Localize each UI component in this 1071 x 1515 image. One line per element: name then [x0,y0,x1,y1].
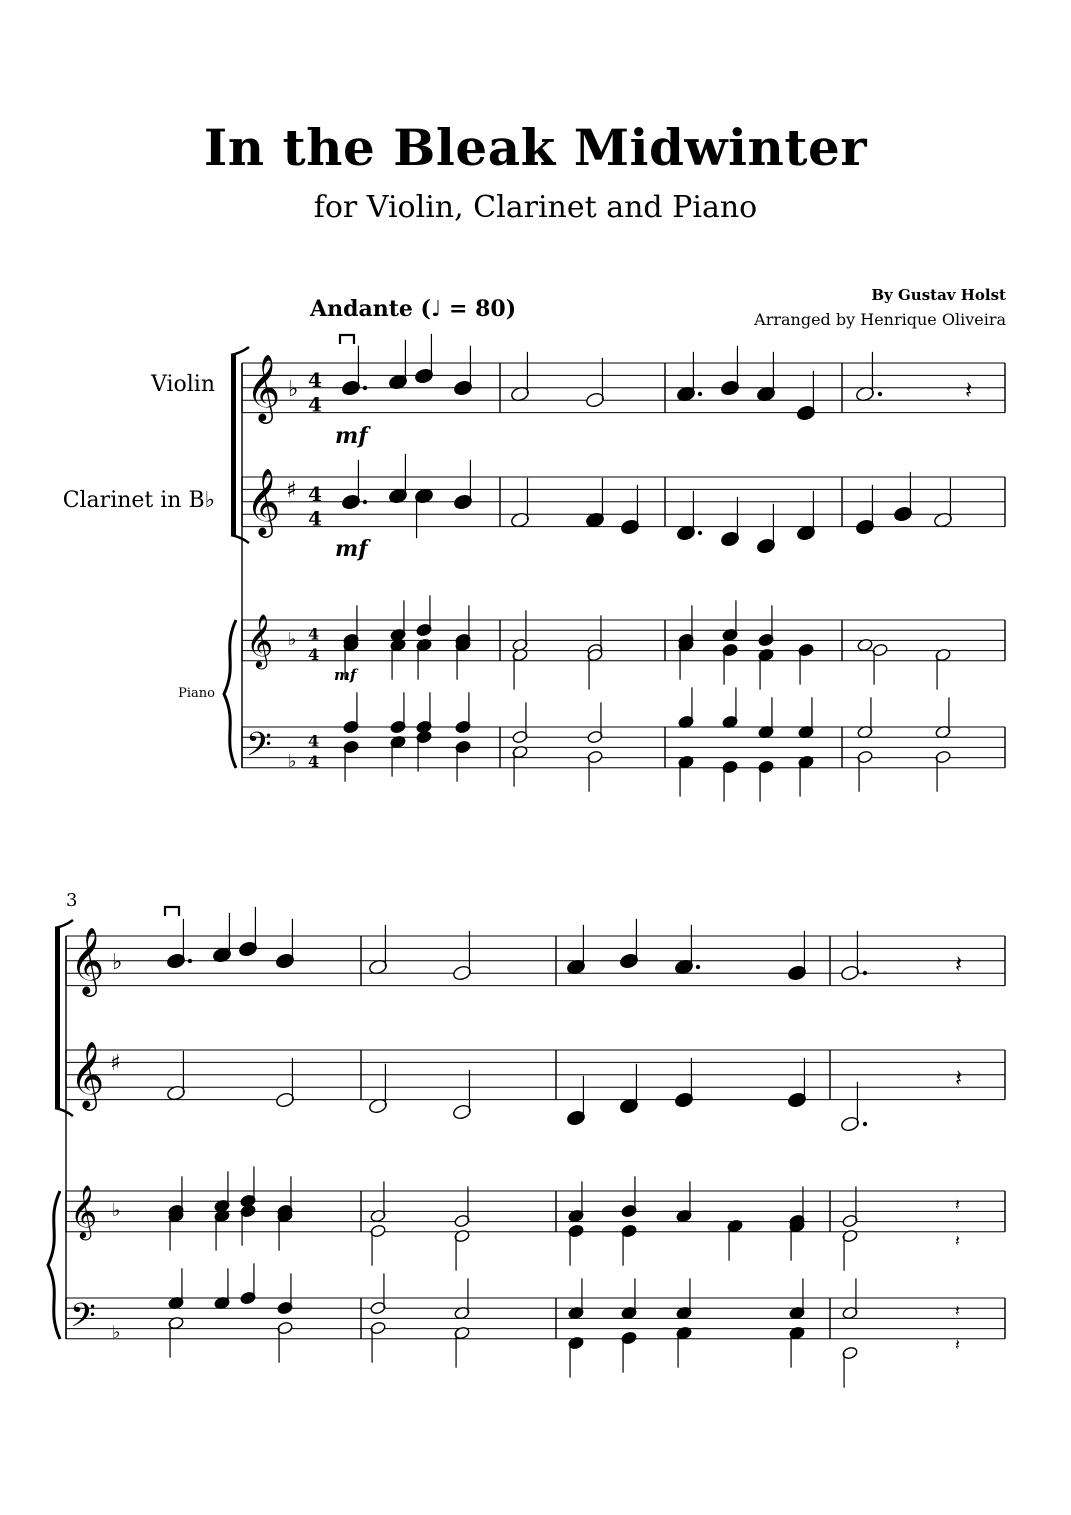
quarter-rest-icon: 𝄽 [955,1301,960,1320]
quarter-note-icon: ♩ [430,297,442,322]
time-signature-top: 4 [308,624,320,644]
augmentation-dot [878,392,882,396]
augmentation-dot [363,500,367,504]
treble-clef-icon: 𝄞 [246,353,281,421]
glyphs [48,335,354,1343]
tempo-value: = 80) [441,296,517,322]
system-bracket [55,928,60,1108]
time-signature-top: 4 [308,481,322,506]
sharp-icon: ♯ [286,478,297,503]
augmentation-dot [363,386,367,390]
measure-number: 3 [66,890,78,911]
page-subtitle: for Violin, Clarinet and Piano [313,190,758,225]
instrument-name-violin: Violin [150,372,215,397]
flat-icon: ♭ [112,950,123,975]
system-bracket [231,355,236,535]
time-signature-bottom: 4 [308,392,322,417]
flat-icon: ♭ [112,1200,121,1221]
bass-clef-icon: 𝄢 [70,1297,96,1343]
time-signature-bottom: 4 [308,751,320,771]
flat-icon: ♭ [288,751,297,772]
augmentation-dot [188,959,192,963]
treble-clef-icon: 𝄞 [70,1040,105,1108]
dynamic-mf-clarinet: mf [335,536,368,562]
piano-brace [224,620,236,768]
treble-clef-icon: 𝄞 [246,613,274,667]
flat-icon: ♭ [288,629,297,650]
bracket-hook [231,535,249,543]
treble-clef-icon: 𝄞 [70,926,105,994]
tempo-text: Andante ( [310,296,431,322]
piano-brace [48,1191,60,1339]
time-signature-top: 4 [308,731,320,751]
dynamic-mf-piano: mf [334,666,357,684]
down-bow-icon [340,335,354,344]
page-title: In the Bleak Midwinter [203,118,868,177]
down-bow-icon [165,907,179,916]
composer-credit: By Gustav Holst [871,286,1006,304]
treble-clef-icon: 𝄞 [70,1184,98,1238]
time-signature-bottom: 4 [308,644,320,664]
treble-clef-icon: 𝄞 [246,467,281,535]
augmentation-dot [696,965,700,969]
quarter-rest-icon: 𝄽 [955,1231,960,1250]
quarter-rest-icon: 𝄽 [955,1195,960,1214]
time-signature-bottom: 4 [308,506,322,531]
sharp-icon: ♯ [110,1051,121,1076]
instrument-name-clarinet: Clarinet in B♭ [62,488,215,513]
quarter-rest-icon: 𝄽 [955,1064,963,1092]
instrument-name-piano: Piano [178,686,215,701]
arranger-credit: Arranged by Henrique Oliveira [754,310,1006,329]
dynamic-mf-violin: mf [335,423,368,449]
flat-icon: ♭ [288,377,299,402]
flat-icon: ♭ [112,1322,121,1343]
quarter-rest-icon: 𝄽 [965,376,973,404]
quarter-rest-icon: 𝄽 [955,950,963,978]
quarter-rest-icon: 𝄽 [955,1335,960,1354]
augmentation-dot [698,392,702,396]
augmentation-dot [863,971,867,975]
augmentation-dot [698,531,702,535]
bass-clef-icon: 𝄢 [246,726,272,772]
time-signature-top: 4 [308,367,322,392]
staves [66,363,1005,1339]
augmentation-dot [863,1122,867,1126]
bracket-hook [55,1108,73,1116]
